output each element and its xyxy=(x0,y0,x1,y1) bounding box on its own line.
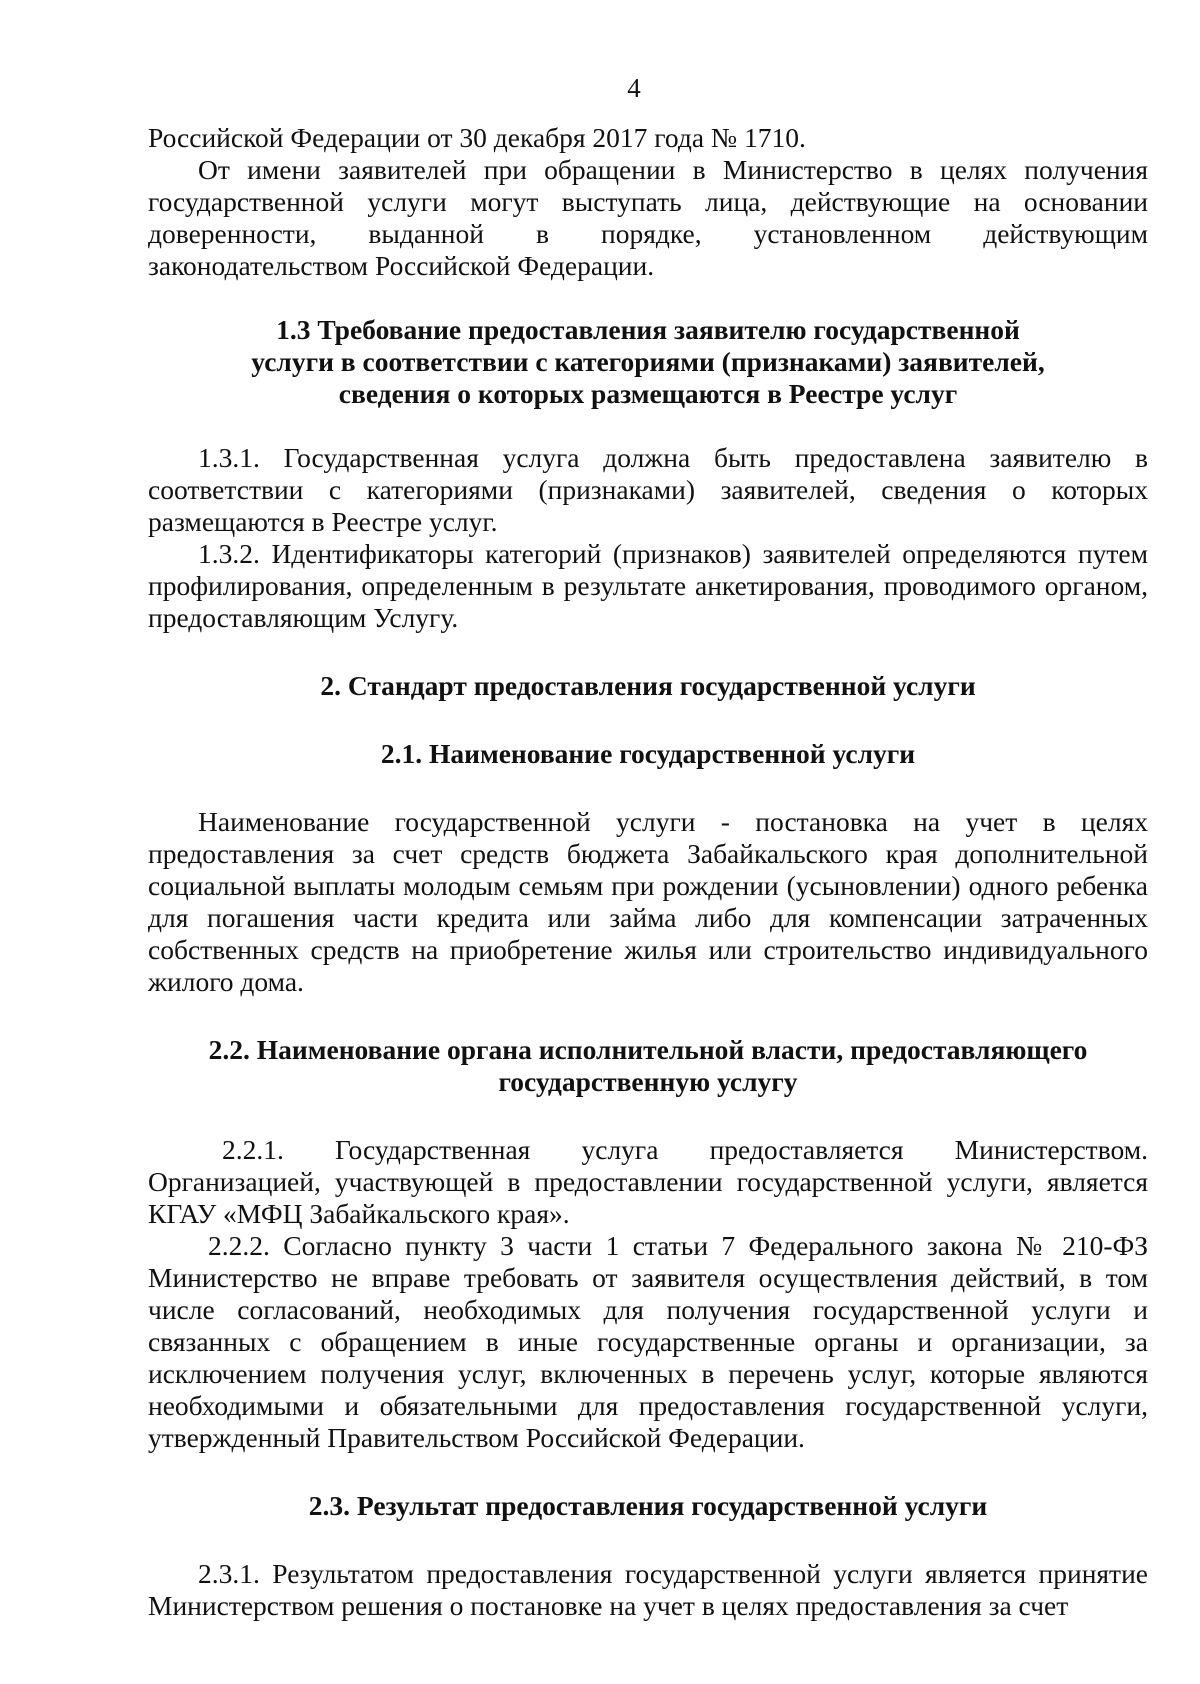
heading-2-3: 2.3. Результат предоставления государственной услуги xyxy=(308,1490,988,1521)
page-number: 4 xyxy=(627,73,641,103)
heading-2-1: 2.1. Наименование государственной услуги xyxy=(380,738,916,769)
paragraph-1-3-2: 1.3.2. Идентификаторы категорий (признаков) заявителей определяются путем профилирования, определенным в результате анкетирования, проводимого органом, предоставляющим Услугу. xyxy=(148,538,1148,633)
heading-1-3 xyxy=(148,314,1148,410)
paragraph-representatives: От имени заявителей при обращении в Министерство в целях получения государственной услуги могут выступать лица, действующие на основании доверенности, выданной в порядке, установленном действующим законодательством Российской Федерации. xyxy=(148,154,1148,281)
heading-1-3-line-2: услуги в соответствии с категориями (признаками) заявителей, xyxy=(251,346,1045,377)
heading-2-2-line-1: 2.2. Наименование органа исполнительной власти, предоставляющего xyxy=(208,1034,1088,1065)
paragraph-2-2-2: 2.2.2. Согласно пункту 3 части 1 статьи 7 Федерального закона № 210-ФЗ Министерство не вправе требовать от заявителя осуществления действий, в том числе согласований, необходимых для получения государственной услуги и связанных с обращением в иные государственные органы и организации, за исключением получения услуг, включенных в перечень услуг, которые являются необходимыми и обязательными для предоставления государственной услуги, утвержденный Правительством Российской Федерации. xyxy=(148,1230,1148,1453)
heading-2: 2. Стандарт предоставления государственной услуги xyxy=(320,670,976,701)
heading-1-3-line-3: сведения о которых размещаются в Реестре услуг xyxy=(338,378,958,409)
paragraph-1-3-1: 1.3.1. Государственная услуга должна быть предоставлена заявителю в соответствии с категориями (признаками) заявителей, сведения о которых размещаются в Реестре услуг. xyxy=(148,442,1148,537)
paragraph-2-3-1: 2.3.1. Результатом предоставления государственной услуги является принятие Министерством решения о постановке на учет в целях предоставления за счет xyxy=(148,1558,1148,1621)
heading-1-3-line-1: 1.3 Требование предоставления заявителю государственной xyxy=(276,314,1020,345)
paragraph-intro: Российской Федерации от 30 декабря 2017 года № 1710. xyxy=(148,122,806,153)
paragraph-2-2-1: 2.2.1. Государственная услуга предоставляется Министерством. Организацией, участвующей в предоставлении государственной услуги, является КГАУ «МФЦ Забайкальского края». xyxy=(148,1134,1148,1229)
document-page xyxy=(148,70,1148,1622)
heading-2-2-line-2: государственную услугу xyxy=(498,1066,798,1097)
paragraph-2-1: Наименование государственной услуги - постановка на учет в целях предоставления за счет средств бюджета Забайкальского края дополнительной социальной выплаты молодым семьям при рождении (усыновлении) одного ребенка для погашения части кредита или займа либо для компенсации затраченных собственных средств на приобретение жилья или строительство индивидуального жилого дома. xyxy=(148,806,1148,997)
heading-2-2 xyxy=(148,1034,1148,1098)
